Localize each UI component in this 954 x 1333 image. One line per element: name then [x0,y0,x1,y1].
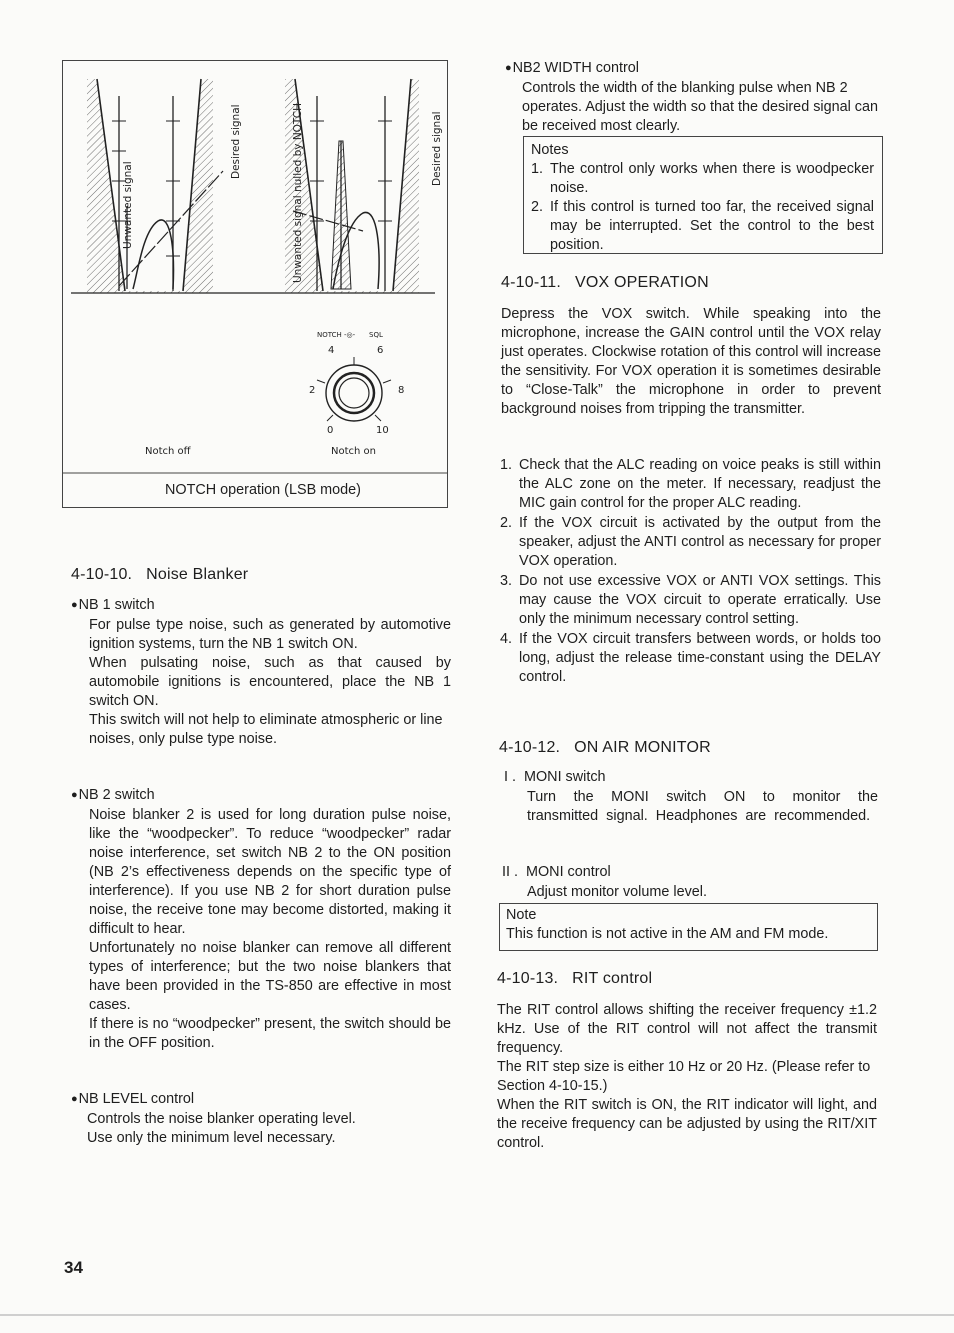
notch-figure [62,60,448,508]
notes-list [531,160,874,254]
vox-intro: Depress the VOX switch. While speaking into the microphone, increase the GAIN control until the VOX relay just operates. Clockwise rotation of this control will increase the sensitivity. For VOX operation it is sometimes desirable to “Close-Talk” the microphone in order to prevent background noises from tripping the transmitter. [501,306,881,417]
nb1-para-2: When pulsating noise, such as that caused by automobile ignitions is encountered, place the NB 1 switch ON. [89,655,451,709]
nb2-notes-box [523,136,883,254]
knob-header-notch: NOTCH [317,331,342,339]
nb2-width-para: Controls the width of the blanking pulse when NB 2 operates. Adjust the width so that the desired signal can be received most clearly. [522,80,878,134]
nb-level-title: ● NB LEVEL control [71,1090,451,1110]
vox-step: 4. If the VOX circuit transfers between words, or holds too long, adjust the release time-constant using the DELAY control. [500,631,881,685]
note-item: 2. If this control is turned too far, the received signal may be interrupted. Set the control to the best position. [531,199,874,253]
moni-control-text: Adjust monitor volume level. [527,884,707,900]
monitor-note-text: This function is not active in the AM and FM mode. [506,926,829,942]
nb2-width-title: ● NB2 WIDTH control [505,59,881,79]
rit-para-3: When the RIT switch is ON, the RIT indicator will light, and the receive frequency can be adjusted by using the RIT/XIT control. [497,1097,877,1151]
rit-heading: 4-10-13. RIT control [497,970,653,987]
nb1-para-1: For pulse type noise, such as generated by automotive ignition systems, turn the NB 1 switch ON. [89,617,451,652]
rit-para-2: The RIT step size is either 10 Hz or 20 Hz. (Please refer to Section 4-10-15.) [497,1059,871,1094]
nb2-width-section [505,59,881,136]
unwanted-signal-label: Unwanted signal [122,161,134,249]
vox-step: 3. Do not use excessive VOX or ANTI VOX settings. This may cause the VOX circuit to operate erratically. Use only the minimum necessary control setting. [500,573,881,627]
nb-level-para-2: Use only the minimum level necessary. [87,1130,336,1146]
vox-heading: 4-10-11. VOX OPERATION [501,274,709,291]
notch-knob [309,331,404,436]
nb2-para-3: If there is no “woodpecker” present, the switch should be in the OFF position. [89,1016,451,1051]
knob-scale-4: 4 [328,345,335,356]
notch-on-label: Notch on [331,446,376,457]
notch-off-graph [87,79,242,293]
vox-step: 1. Check that the ALC reading on voice peaks is still within the ALC zone on the meter. If necessary, readjust the MIC gain control for the proper ALC reading. [500,457,881,511]
notch-on-graph [285,79,443,293]
note-item: 1. The control only works when there is woodpecker noise. [531,161,874,196]
knob-scale-6: 6 [377,345,384,356]
moni-switch-text: Turn the MONI switch ON to monitor the transmitted signal. Headphones are recommended. [527,789,878,824]
figure-caption: NOTCH operation (LSB mode) [165,482,361,498]
desired-signal-label-right: Desired signal [431,111,443,186]
nb-level-para-1: Controls the noise blanker operating level. [87,1111,356,1127]
vox-steps [500,456,881,687]
monitor-note-box [499,903,878,951]
vox-section [501,305,881,419]
svg-text:-◎-: -◎- [344,331,356,339]
nb-level-section [71,1090,451,1148]
knob-scale-2: 2 [309,385,316,396]
rit-para-1: The RIT control allows shifting the receiver frequency ±1.2 kHz. Use of the RIT control will not affect the transmit frequency. [497,1002,877,1056]
nb1-title: ● NB 1 switch [71,596,451,616]
nb2-para-1: Noise blanker 2 is used for long duration pulse noise, like the “woodpecker”. To reduce “woodpecker” radar noise interference, set switch NB 2 to the ON position (NB 2’s effectiveness depends on the specific type of interference). If you use NB 2 for short duration pulse noise, the receive tone may become distorted, making it difficult to hear. [89,807,451,937]
noise-blanker-heading: 4-10-10. Noise Blanker [71,566,249,583]
knob-scale-8: 8 [398,385,405,396]
nb2-section [71,786,451,1053]
nb2-para-2: Unfortunately no noise blanker can remove all different types of interference; but the two noise blankers that have been provided in the TS-850 are effective in most cases. [89,940,451,1013]
rit-section [497,1001,877,1153]
monitor-heading: 4-10-12. ON AIR MONITOR [499,739,711,756]
moni-switch-label: I . MONI switch [504,769,606,785]
nb1-section [71,596,451,749]
knob-header-sql: SQL [369,331,383,339]
knob-scale-10: 10 [376,425,389,436]
notch-diagram [63,61,447,507]
desired-signal-label-left: Desired signal [230,104,242,179]
knob-scale-0: 0 [327,425,334,436]
moni-switch-section [527,788,878,826]
notch-off-label: Notch off [145,446,191,457]
page-number: 34 [64,1258,83,1277]
monitor-note-title: Note [506,907,537,923]
vox-step: 2. If the VOX circuit is activated by the output from the speaker, adjust the ANTI control as necessary for proper VOX operation. [500,515,881,569]
bottom-rule [0,1314,954,1316]
moni-control-label: II . MONI control [502,864,611,880]
nb1-para-3: This switch will not help to eliminate atmospheric or line noises, only pulse type noise. [89,712,443,747]
nb2-title: ● NB 2 switch [71,786,451,806]
unwanted-signal-nulled-label: Unwanted signal nulled by NOTCH [292,103,304,283]
notes-title: Notes [531,142,569,158]
